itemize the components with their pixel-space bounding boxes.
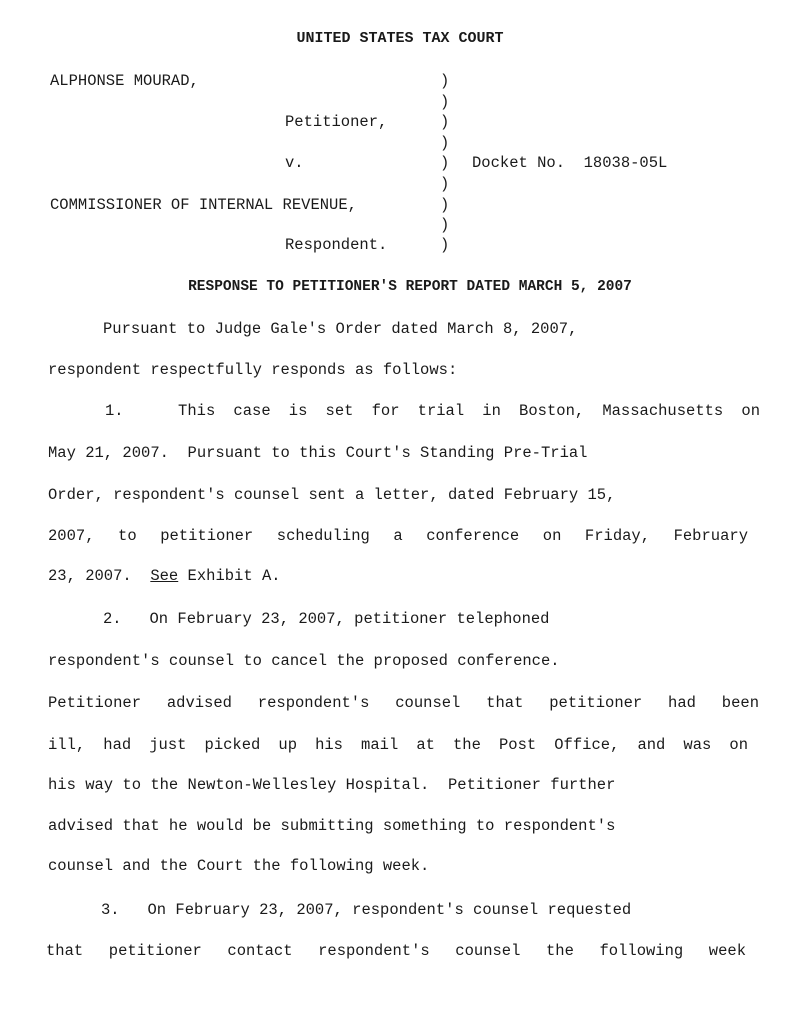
paragraph-line: 2007, to petitioner scheduling a conference on Friday, February bbox=[48, 527, 748, 545]
caption-paren: ) bbox=[440, 175, 450, 193]
paragraph-line: that petitioner contact respondent's counsel the following week bbox=[46, 942, 746, 960]
paragraph-line: his way to the Newton-Wellesley Hospital. Petitioner further bbox=[48, 776, 616, 794]
paragraph-line: May 21, 2007. Pursuant to this Court's Standing Pre-Trial bbox=[48, 444, 588, 462]
respondent-name: COMMISSIONER OF INTERNAL REVENUE, bbox=[50, 196, 357, 214]
paragraph-line: respondent's counsel to cancel the proposed conference. bbox=[48, 652, 560, 670]
caption-paren: ) bbox=[440, 154, 450, 172]
paragraph-line: 2. On February 23, 2007, petitioner telephoned bbox=[103, 610, 550, 628]
paragraph-line: advised that he would be submitting something to respondent's bbox=[48, 817, 616, 835]
paragraph-line: 1. This case is set for trial in Boston, Massachusetts on bbox=[105, 402, 760, 420]
court-heading: UNITED STATES TAX COURT bbox=[296, 30, 504, 47]
caption-paren: ) bbox=[440, 72, 450, 90]
paragraph-text: Exhibit A. bbox=[178, 567, 281, 585]
paragraph-line: ill, had just picked up his mail at the Post Office, and was on bbox=[48, 736, 748, 754]
paragraph-text: 23, 2007. bbox=[48, 567, 151, 585]
paragraph-line: Order, respondent's counsel sent a letter, dated February 15, bbox=[48, 486, 616, 504]
paragraph-line: 3. On February 23, 2007, respondent's counsel requested bbox=[101, 901, 632, 919]
intro-line: Pursuant to Judge Gale's Order dated March 8, 2007, bbox=[103, 320, 578, 338]
caption-paren: ) bbox=[440, 134, 450, 152]
petitioner-name: ALPHONSE MOURAD, bbox=[50, 72, 199, 90]
paragraph-line: counsel and the Court the following week. bbox=[48, 857, 430, 875]
petitioner-label: Petitioner, bbox=[285, 113, 388, 131]
caption-paren: ) bbox=[440, 196, 450, 214]
paragraph-line: Petitioner advised respondent's counsel that petitioner had been bbox=[48, 694, 759, 712]
versus-label: v. bbox=[285, 154, 304, 172]
paragraph-line bbox=[48, 566, 760, 586]
caption-paren: ) bbox=[440, 216, 450, 234]
document-title: RESPONSE TO PETITIONER'S REPORT DATED MARCH 5, 2007 bbox=[188, 279, 632, 295]
intro-line: respondent respectfully responds as follows: bbox=[48, 361, 458, 379]
caption-paren: ) bbox=[440, 93, 450, 111]
caption-paren: ) bbox=[440, 113, 450, 131]
caption-paren: ) bbox=[440, 236, 450, 254]
citation-signal: See bbox=[150, 567, 179, 585]
respondent-label: Respondent. bbox=[285, 236, 388, 254]
docket-number: Docket No. 18038-05L bbox=[472, 154, 668, 172]
